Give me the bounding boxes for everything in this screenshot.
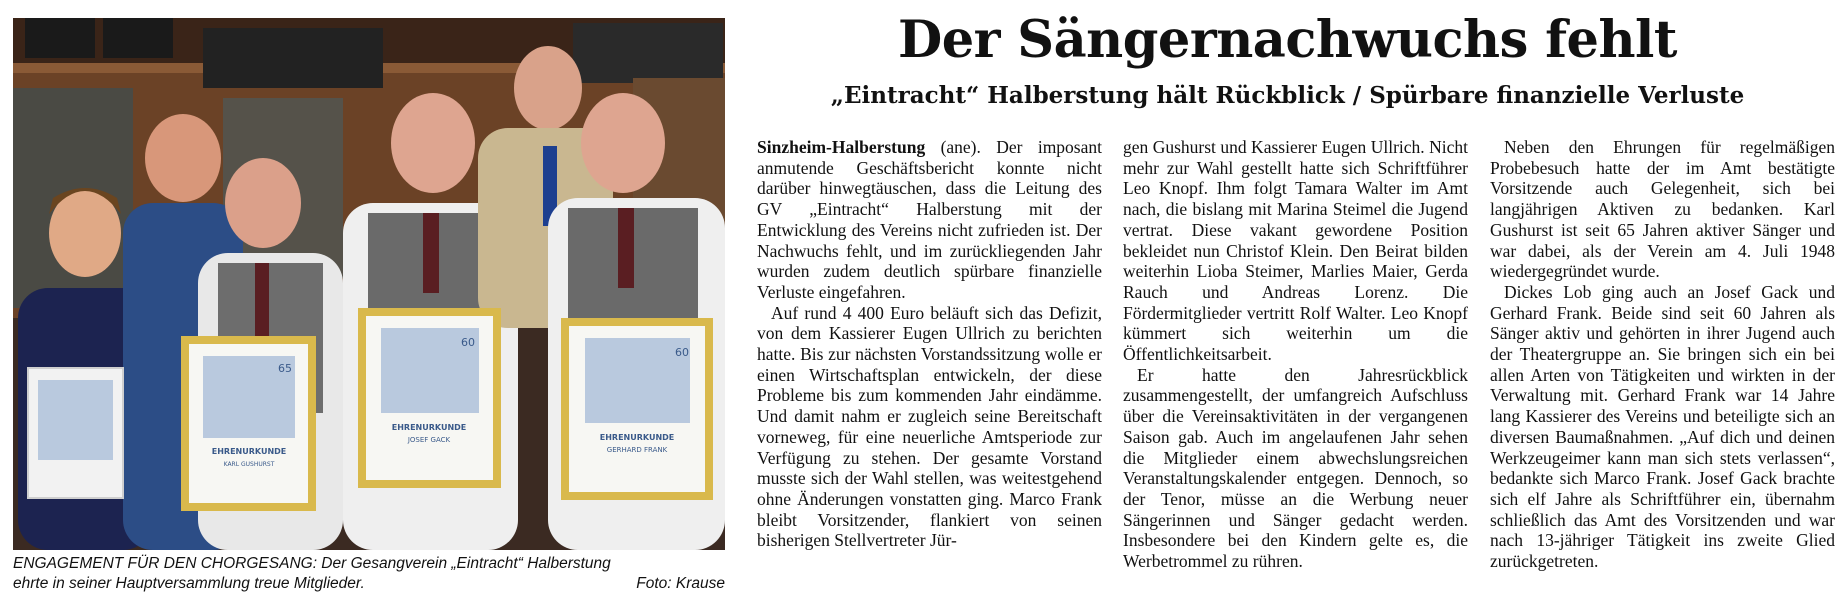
cert-gack-title: EHRENURKUNDE [391,423,467,432]
cert-frank-name: GERHARD FRANK [606,446,668,454]
cert-gack-name: JOSEF GACK [407,436,451,444]
photo-credit: Foto: Krause [636,575,725,592]
col3-paragraph-2: Dickes Lob ging auch an Josef Gack und Gerhard Frank. Beide sind seit 60 Jahren als Sänger aktiv und gehörten in ihrer Jugend auch der Theatergruppe an. Sie bringen sich ein bei allen Arten von Tätigkeiten und wirkten in der Verwaltung mit. Gerhard Frank war 14 Jahre lang Kassierer des Vereins und beteiligte sich an diversen Baumaßnahmen. „Auf dich und deinen Werkzeugeimer kann man sich stets verlassen“, bedankte sich Marco Frank. Josef Gack brachte sich elf Jahre als Schriftführer ein, übernahm schließlich das Amt des Vorsitzenden und war nach 13-jähriger Tätigkeit ins zweite Glied zurückgetreten. [1490,281,1835,572]
col2-paragraph-2: Er hatte den Jahresrückblick zusammengestellt, der umfangreich Aufschluss über die Vereinsaktivitäten in der vergangenen Saison gab. Auch im angelaufenen Jahr sehen die Mitglieder einem abwechslungsreichen Veranstaltungskalender entgegen. Dennoch, so der Tenor, müsse an die Werbung neuer Sängerinnen und Sänger gedacht werden. Insbesondere bei den Kindern gelte es, die Werbetrommel zu rühren. [1123,364,1468,572]
article-headline: Der Sängernachwuchs fehlt [898,10,1677,70]
cert-gushurst-years: 65 [278,362,292,375]
article-subheadline: „Eintracht“ Halberstung hält Rückblick / Spürbare finanzielle Verluste [830,82,1745,109]
dateline: Sinzheim-Halberstung [757,137,926,157]
article-column-1 [757,137,1102,551]
cert-frank-years: 60 [675,346,689,359]
cert-gushurst-name: KARL GUSHURST [223,461,275,468]
col2-paragraph-1: gen Gushurst und Kassierer Eugen Ullrich. Nicht mehr zur Wahl gestellt hatte sich Schriftführer Leo Knopf. Ihm folgt Tamara Walter im Amt nach, die bislang mit Marina Steimel die Jugend vertrat. Diese vakant gewordene Position bekleidet nun Christof Klein. Den Beirat bilden weiterhin Lioba Steimer, Marlies Maier, Gerda Rauch und Andreas Lorenz. Die Fördermitglieder vertritt Rolf Walter. Leo Knopf kümmert sich weiterhin um die Öffentlichkeitsarbeit. [1123,137,1468,365]
photo-illustration [13,18,725,550]
certificate-gushurst [181,336,316,511]
col3-paragraph-1: Neben den Ehrungen für regelmäßigen Probebesuch hatte der im Amt bestätigte Vorsitzende auch Gelegenheit, sich bei langjährigen Aktiven zu bedanken. Karl Gushurst ist seit 65 Jahren aktiver Sänger und war dabei, als der Verein am 4. Juli 1948 wiedergegründet wurde. [1490,137,1835,282]
article-column-2 [1123,137,1468,572]
certificate-left [28,368,123,498]
certificate-frank [561,318,713,500]
article-column-3 [1490,137,1835,572]
cert-frank-title: EHRENURKUNDE [599,433,675,442]
caption-line-2: ehrte in seiner Hauptversammlung treue Mitglieder. [13,575,365,592]
col1-paragraph-1 [757,137,1102,303]
cert-gack-years: 60 [461,336,475,349]
col1-paragraph-2: Auf rund 4 400 Euro beläuft sich das Defizit, von dem Kassierer Eugen Ullrich zu berichten hatte. Bis zur nächsten Vorstandssitzung wolle er einen Wirtschaftsplan entwickeln, der diese Probleme bis zum kommenden Jahr eindämme. Und damit nahm er zugleich seine Bereitschaft vorneweg, für eine neuerliche Amtsperiode zur Verfügung zu stehen. Der gesamte Vorstand musste sich der Wahl stellen, was weitestgehend ohne Änderungen vonstatten ging. Marco Frank bleibt Vorsitzender, flankiert von seinen bisherigen Stellvertreter Jür- [757,302,1102,551]
col1-p1-text: (ane). Der imposant anmutende Geschäftsbericht konnte nicht darüber hinwegtäuschen, dass die Leitung des GV „Eintracht“ Halberstung mit der Entwicklung des Vereins nicht zufrieden ist. Der Nachwuchs fehlt, und im zurückliegenden Jahr wurden zudem deutlich spürbare finanzielle Verluste eingefahren. [757,137,1102,302]
group-photo [13,18,725,550]
caption-line-1: ENGAGEMENT FÜR DEN CHORGESANG: Der Gesangverein „Eintracht“ Halberstung [13,555,611,572]
certificate-gack [358,308,501,488]
cert-gushurst-title: EHRENURKUNDE [211,447,287,456]
photo-caption [13,554,725,594]
